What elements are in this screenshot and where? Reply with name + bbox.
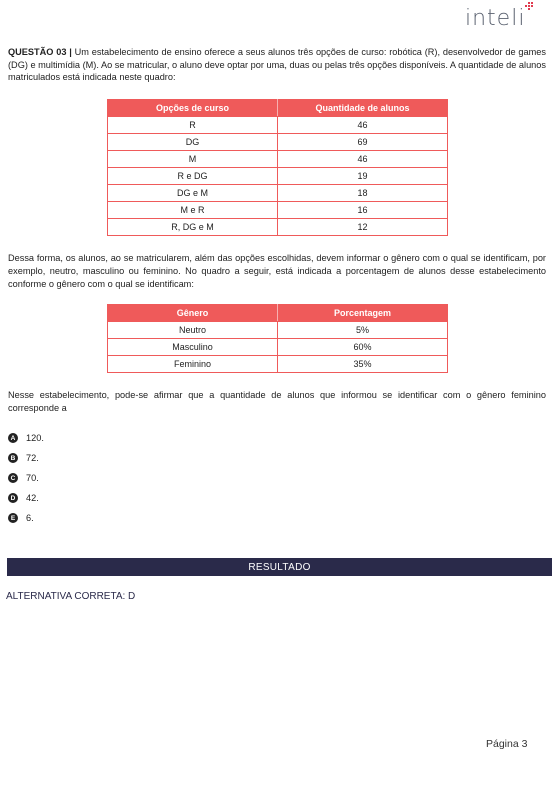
option-text: 120. <box>26 433 44 443</box>
table-cell: Feminino <box>108 356 278 373</box>
table-cell: Masculino <box>108 339 278 356</box>
table-cell: M e R <box>108 202 278 219</box>
page-number: Página 3 <box>486 738 528 750</box>
result-header: RESULTADO <box>7 558 552 576</box>
question-body: Um estabelecimento de ensino oferece a seus alunos três opções de curso: robótica (R), desenvolvedor de games (DG) e multimídia (M). Ao se matricular, o aluno deve optar por uma, duas ou pelas três opções disponíveis. A quantidade de alunos matriculados está indicada neste quadro: <box>8 47 547 82</box>
table-cell: R, DG e M <box>108 219 278 236</box>
table-cell: M <box>108 151 278 168</box>
table-cell: 18 <box>278 185 448 202</box>
table-row <box>108 356 448 373</box>
table-row <box>108 339 448 356</box>
table-header-row <box>108 100 448 117</box>
option-letter-badge: D <box>8 493 18 503</box>
table-cell: 35% <box>278 356 448 373</box>
table-cell: 12 <box>278 219 448 236</box>
option-e[interactable] <box>8 508 44 528</box>
table-cell: 69 <box>278 134 448 151</box>
logo-dots-icon <box>521 2 533 12</box>
correct-answer: ALTERNATIVA CORRETA: D <box>6 591 136 602</box>
table-row <box>108 168 448 185</box>
table-cell: 16 <box>278 202 448 219</box>
table-header-cell: Gênero <box>108 305 278 322</box>
table-cell: DG <box>108 134 278 151</box>
table-cell: DG e M <box>108 185 278 202</box>
table-cell: 46 <box>278 117 448 134</box>
option-text: 72. <box>26 453 39 463</box>
table-cell: R e DG <box>108 168 278 185</box>
option-b[interactable] <box>8 448 44 468</box>
table-cell: Neutro <box>108 322 278 339</box>
option-c[interactable] <box>8 468 44 488</box>
table-header-cell: Quantidade de alunos <box>278 100 448 117</box>
option-letter-badge: B <box>8 453 18 463</box>
option-text: 70. <box>26 473 39 483</box>
question-prompt: Nesse estabelecimento, pode-se afirmar que a quantidade de alunos que informou se identificar com o gênero feminino corresponde a <box>8 390 546 413</box>
table-cell: 60% <box>278 339 448 356</box>
option-letter-badge: C <box>8 473 18 483</box>
table-header-cell: Porcentagem <box>278 305 448 322</box>
table-header-cell: Opções de curso <box>108 100 278 117</box>
answer-options <box>8 428 44 528</box>
option-text: 42. <box>26 493 39 503</box>
option-a[interactable] <box>8 428 44 448</box>
table-row <box>108 202 448 219</box>
option-text: 6. <box>26 513 34 523</box>
gender-table <box>107 304 448 373</box>
table-header-row <box>108 305 448 322</box>
table-row <box>108 219 448 236</box>
table-row <box>108 185 448 202</box>
option-d[interactable] <box>8 488 44 508</box>
table-cell: 19 <box>278 168 448 185</box>
question-label: QUESTÃO 03 | <box>8 47 72 57</box>
table-row <box>108 151 448 168</box>
table-cell: 5% <box>278 322 448 339</box>
courses-table <box>107 99 448 236</box>
option-letter-badge: E <box>8 513 18 523</box>
table-row <box>108 134 448 151</box>
paragraph-gender-intro: Dessa forma, os alunos, ao se matricularem, além das opções escolhidas, devem informar o gênero com o qual se identificam, por exemplo, neutro, masculino ou feminino. No quadro a seguir, está indicada a porcentagem de alunos desse estabelecimento conforme o gênero com o qual se identificam: <box>8 253 546 289</box>
table-row <box>108 117 448 134</box>
table-cell: R <box>108 117 278 134</box>
table-cell: 46 <box>278 151 448 168</box>
table-row <box>108 322 448 339</box>
question-text <box>8 46 546 84</box>
option-letter-badge: A <box>8 433 18 443</box>
logo-text: inteli <box>465 6 526 31</box>
inteli-logo <box>465 2 535 34</box>
